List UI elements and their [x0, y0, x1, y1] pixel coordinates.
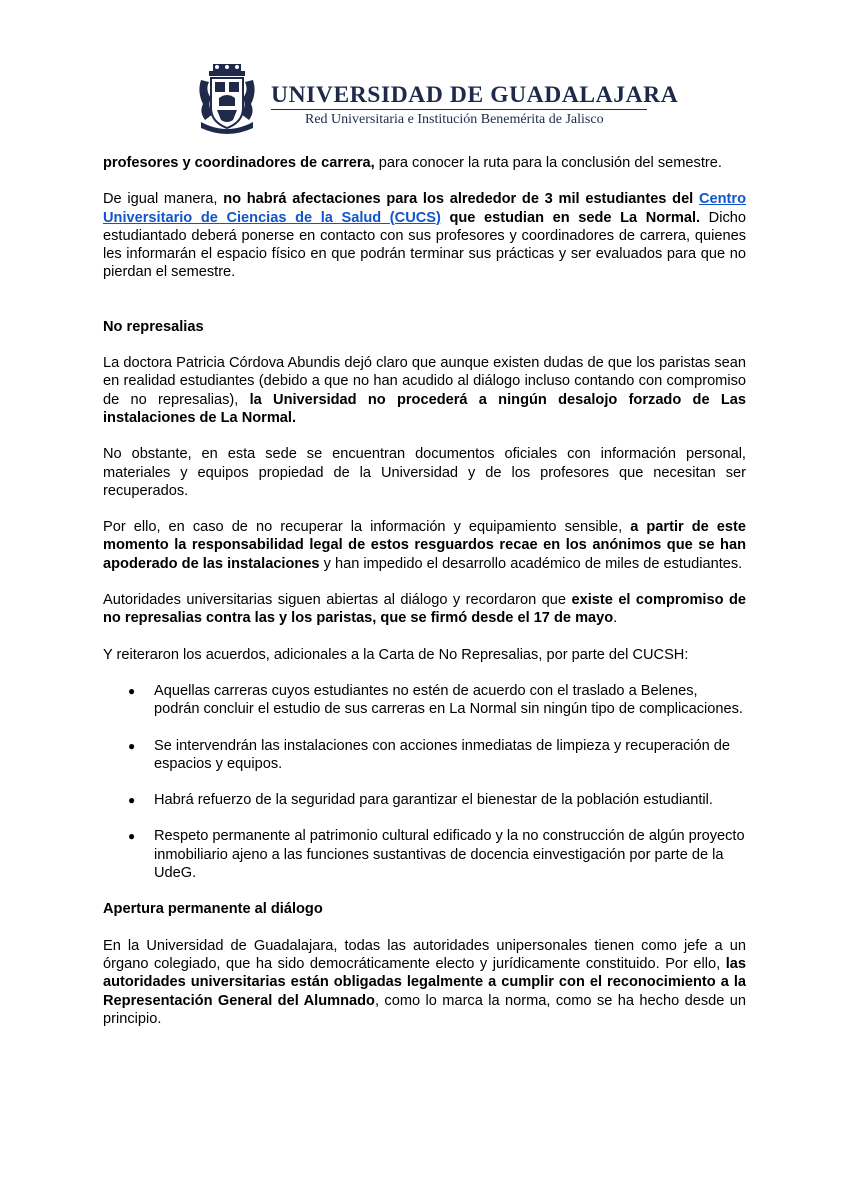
paragraph: No obstante, en esta sede se encuentran documentos oficiales con información personal, materiales y equipos propiedad de la Universidad y de los profesores que necesitan ser recuperados. [103, 446, 746, 499]
text: La doctora Patricia Córdova Abundis dejó claro que aunque existen dudas de que los paristas sean en realidad estudiantes (debido a que no han acudido al diálogo incluso contando con compromiso de no represalias), [103, 355, 746, 408]
list-item-text: Respeto permanente al patrimonio cultural edificado y la no construcción de algún proyecto inmobiliario ajeno a las funciones sustantivas de docencia einvestigación por parte de la UdeG. [154, 828, 745, 882]
list-item-text: Se intervendrán las instalaciones con acciones inmediatas de limpieza y recuperación de espacios y equipos. [154, 737, 730, 772]
bold-text: profesores y coordinadores de carrera, [103, 155, 375, 171]
list-item [103, 682, 746, 719]
text: Por ello, en caso de no recuperar la información y equipamiento sensible, [103, 519, 631, 536]
paragraph [103, 154, 746, 172]
list-item [103, 791, 746, 809]
bullet-icon: ● [128, 738, 136, 753]
university-subtitle: Red Universitaria e Institución Benemérita de Jalisco [305, 112, 604, 127]
paragraph [103, 354, 746, 427]
bullet-icon: ● [128, 683, 136, 698]
list-item [103, 737, 746, 774]
section-heading: Apertura permanente al diálogo [103, 901, 323, 918]
section-heading: No represalias [103, 318, 204, 335]
text: Dicho estudiantado deberá ponerse en contacto con sus profesores y coordinadores de carrera, quienes les informarán el espacio físico en que podrán terminar sus prácticas y ser evaluados para que no pierdan el semestre. [103, 209, 746, 281]
paragraph: Y reiteraron los acuerdos, adicionales a la Carta de No Represalias, por parte del CUCSH: [103, 646, 689, 663]
bullet-icon: ● [128, 829, 136, 844]
bold-text: la Universidad no procederá a ningún desalojo forzado de Las instalaciones de La Normal. [103, 391, 746, 426]
text: En la Universidad de Guadalajara, todas las autoridades unipersonales tienen como jefe a un órgano colegiado, que ha sido democráticamente electo y jurídicamente constituido. Por ello, [103, 937, 746, 972]
bold-text: las autoridades universitarias están obligadas legalmente a cumplir con el reconocimiento a la Representación General del Alumnado [103, 955, 746, 1009]
bold-text: existe el compromiso de no represalias contra las y los paristas, que se firmó desde el 17 de mayo [103, 592, 746, 627]
list-item-text: Habrá refuerzo de la seguridad para garantizar el bienestar de la población estudiantil. [154, 792, 713, 809]
university-seal-icon [195, 62, 259, 134]
document-body [103, 154, 746, 1046]
paragraph [103, 190, 746, 281]
paragraph [103, 591, 746, 628]
text: para conocer la ruta para la conclusión del semestre. [374, 155, 722, 171]
text: De igual manera, [103, 191, 224, 208]
page-header [195, 62, 679, 134]
list-item [103, 827, 746, 882]
cucs-link[interactable]: Centro Universitario de Ciencias de la Salud (CUCS) [103, 191, 746, 226]
bold-text: no habrá afectaciones para los alrededor de 3 mil estudiantes del [223, 191, 694, 208]
bold-text: a partir de este momento la responsabilidad legal de estos resguardos recae en los anónimos que se han apoderado de las instalaciones [103, 519, 747, 572]
text: Autoridades universitarias siguen abiertas al diálogo y recordaron que [103, 592, 572, 609]
paragraph [103, 518, 746, 573]
bullet-icon: ● [128, 793, 136, 808]
header-divider [271, 109, 647, 110]
paragraph [103, 937, 746, 1028]
list-item-text: Aquellas carreras cuyos estudiantes no estén de acuerdo con el traslado a Belenes, podrán concluir el estudio de sus carreras en La Normal sin ningún tipo de complicaciones. [154, 682, 743, 718]
university-name: UNIVERSIDAD DE GUADALAJARA [271, 82, 679, 108]
text: y han impedido el desarrollo académico de miles de estudiantes. [319, 555, 743, 572]
text: , como lo marca la norma, como se ha hecho desde un principio. [103, 992, 746, 1027]
text: . [613, 610, 618, 627]
agreements-list [103, 682, 746, 882]
bold-text: que estudian en sede La Normal. [440, 209, 701, 226]
